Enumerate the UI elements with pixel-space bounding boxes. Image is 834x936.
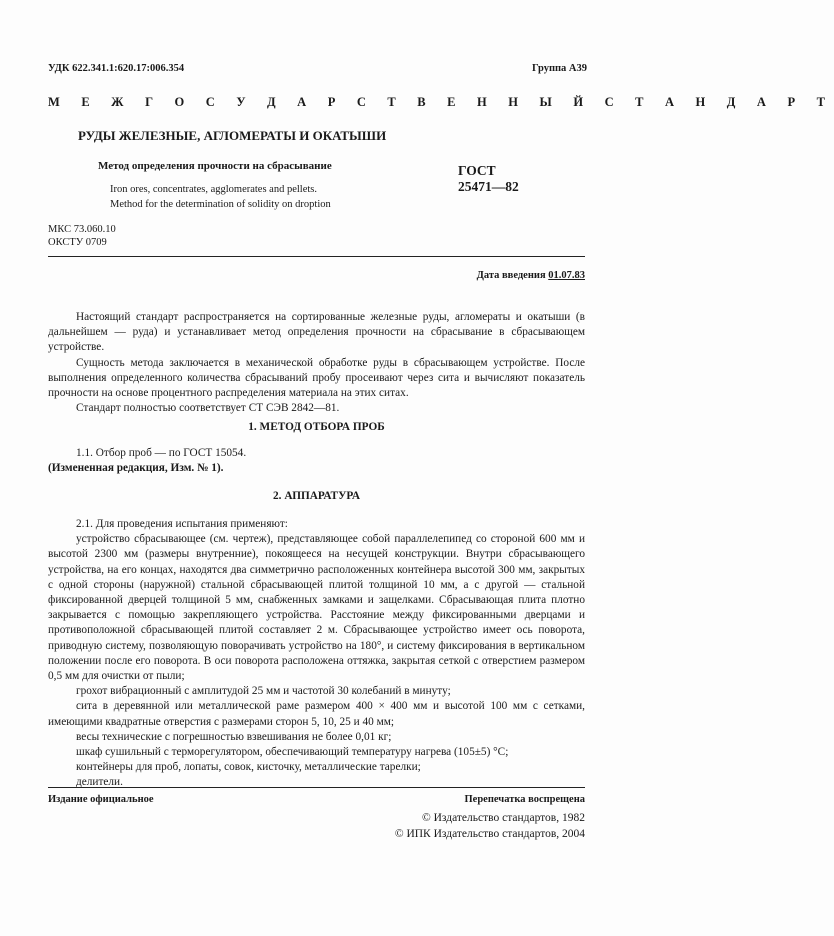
group-code: Группа А39 xyxy=(531,63,587,74)
section2-paragraph: устройство сбрасывающее (см. чертеж), представляющее собой параллелепипед со стороной 600 мм и высотой 2300 мм (размеры внутренние), покоящееся на несущей конструкции. Внутри сбрасывающего устройства, на его концах, находятся два симметрично расположенных контейнера высотой 300 мм, закрытых с одной стороны (наружной) стальной сбрасывающей плитой толщиной 10 мм, а с другой — стальной фиксированной дверцей толщиной 5 мм, снабженных замками и защелками. Сбрасывающая плита плотно закрывается с помощью закрепляющего устройства. Расстояние между фиксированными дверцами и противоположной сбрасывающей плитой составляет 2 м. Сбрасывающее устройство имеет ось поворота, приводную систему, позволяющую поворачивать устройство на 180°, и систему фиксирования в вертикальном положении после его поворота. В оси поворота расположена оттяжка, закрытая сеткой с отверстием размером 0,5 мм для очистки от пыли; xyxy=(48,533,585,683)
gost-label: ГОСТ xyxy=(458,163,496,178)
mks-code: МКС 73.060.10 xyxy=(48,224,116,235)
section2-paragraph: контейнеры для проб, лопаты, совок, кисточку, металлические тарелки; xyxy=(76,761,421,774)
english-title-line2: Method for the determination of solidity on droption xyxy=(110,199,331,210)
section2-paragraph: делители. xyxy=(76,776,123,789)
intro-paragraph: Сущность метода заключается в механической обработке руды в сбрасывающем устройстве. После выполнения определенного количества сбрасываний пробу просеивают через сита и вычисляют показатель прочности на основе процентного распределения материала на этих ситах. xyxy=(48,356,585,400)
intro-section xyxy=(48,310,585,416)
intro-date xyxy=(477,270,585,281)
section2-heading: 2. АППАРАТУРА xyxy=(273,490,360,502)
intro-date-value: 01.07.83 xyxy=(548,270,585,281)
section1-heading: 1. МЕТОД ОТБОРА ПРОБ xyxy=(248,421,385,433)
section1-body xyxy=(48,446,585,476)
okstu-code: ОКСТУ 0709 xyxy=(48,237,107,248)
copyright-1982: © Издательство стандартов, 1982 xyxy=(421,812,585,824)
intro-paragraph: Стандарт полностью соответствует СТ СЭВ 2842—81. xyxy=(76,402,340,415)
header-divider xyxy=(48,256,585,257)
document-title: РУДЫ ЖЕЛЕЗНЫЕ, АГЛОМЕРАТЫ И ОКАТЫШИ xyxy=(78,128,387,143)
intro-date-label: Дата введения xyxy=(476,270,546,281)
footer-divider xyxy=(48,787,585,788)
section2-paragraph: 2.1. Для проведения испытания применяют: xyxy=(76,518,288,530)
intro-paragraph: Настоящий стандарт распространяется на сортированные железные руды, агломераты и окатыши (в дальнейшем — руда) и устанавливает метод определения прочности на сбрасывание в сбрасывающем устройстве. xyxy=(48,311,585,354)
standard-type-banner: М Е Ж Г О С У Д А Р С Т В Е Н Н Ы Й С Т А Н Д А Р Т xyxy=(48,95,834,109)
document-subtitle: Метод определения прочности на сбрасывание xyxy=(98,160,332,172)
amendment-note: (Измененная редакция, Изм. № 1). xyxy=(48,462,224,475)
section2-paragraph: сита в деревянной или металлической раме размером 400 × 400 мм и высотой 100 мм с сетками, имеющими квадратные отверстия с размерами сторон 5, 10, 25 и 40 мм; xyxy=(48,700,585,728)
english-title-line1: Iron ores, concentrates, agglomerates and pellets. xyxy=(110,184,318,195)
official-edition-label: Издание официальное xyxy=(48,794,154,805)
copyright-2004: © ИПК Издательство стандартов, 2004 xyxy=(394,828,585,840)
udk-code: УДК 622.341.1:620.17:006.354 xyxy=(48,63,185,74)
section2-paragraph: шкаф сушильный с терморегулятором, обеспечивающий температуру нагрева (105±5) °С; xyxy=(76,746,509,759)
gost-number: 25471—82 xyxy=(458,179,519,194)
section1-paragraph: 1.1. Отбор проб — по ГОСТ 15054. xyxy=(76,447,247,459)
reprint-prohibited-label: Перепечатка воспрещена xyxy=(464,794,585,805)
section2-body xyxy=(48,517,585,791)
section2-paragraph: грохот вибрационный с амплитудой 25 мм и частотой 30 колебаний в минуту; xyxy=(76,685,451,698)
section2-paragraph: весы технические с погрешностью взвешивания не более 0,01 кг; xyxy=(76,730,392,743)
